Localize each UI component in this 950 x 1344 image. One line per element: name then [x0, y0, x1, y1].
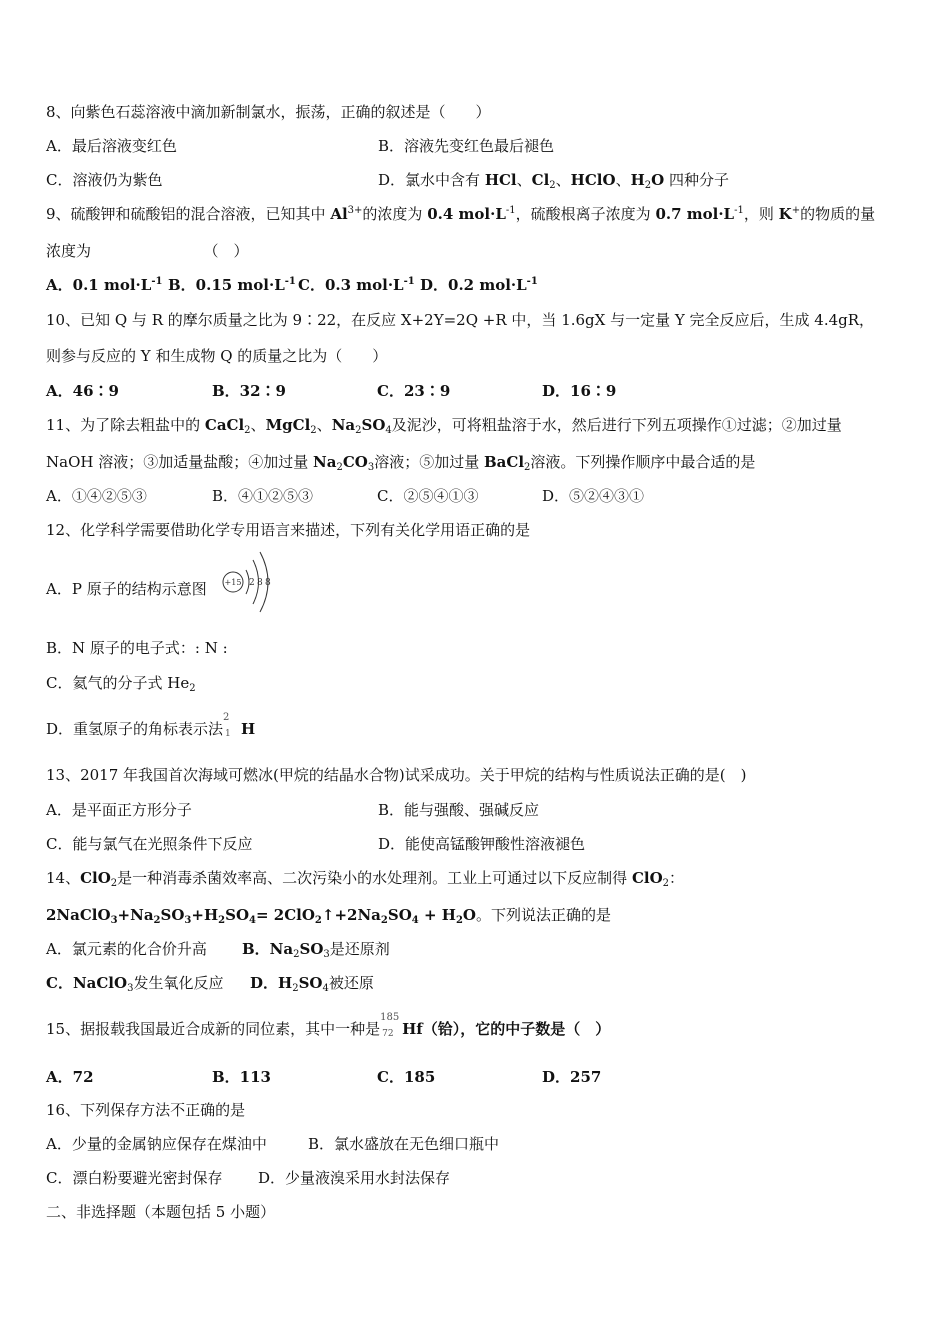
q10-stem-line2: 则参与反应的 Y 和生成物 Q 的质量之比为（ ）: [46, 347, 388, 365]
q12-option-c: C．氦气的分子式 $He_2$: [46, 674, 196, 694]
q11-option-d: D．⑤②④③①: [542, 487, 645, 505]
shell-electrons-2: 8: [257, 578, 263, 588]
q13-option-d: D．能使高锰酸钾酸性溶液褪色: [378, 835, 586, 853]
q10-stem: 10、已知 Q 与 R 的摩尔质量之比为 9∶22，在反应 X+2Y=2Q +R 中，当 1.6gX 与一定量 Y 完全反应后，生成 4.4gR，: [46, 311, 875, 329]
q16-option-b: B．氯水盛放在无色细口瓶中: [308, 1135, 500, 1153]
q10-option-b: B．32∶9: [212, 382, 286, 400]
deuterium-isotope-notation: 2 1: [223, 712, 231, 739]
q16-stem: 16、下列保存方法不正确的是: [46, 1101, 246, 1119]
q13-option-c: C．能与氯气在光照条件下反应: [46, 835, 253, 853]
q13-option-a: A．是平面正方形分子: [46, 801, 192, 819]
q15-stem: 15、据报载我国最近合成新的同位素，其中一种是 185 72 Hf（铪），它的中子数是（ ）: [46, 1012, 611, 1039]
q9-option-b: B．0.15 $mol\cdot L^{-1}$: [168, 276, 296, 294]
q14-option-d: D．$H_2SO_4$被还原: [250, 974, 374, 994]
q9-stem: 9、硫酸钾和硫酸铝的混合溶液，已知其中 $Al^{3+}$的浓度为 0.4 $mol\cdot L^{-1}$，硫酸根离子浓度为 0.7 $mol\cdot L^{-1}$，则 K+的物质的量: [46, 205, 876, 223]
shell-electrons-3: 8: [265, 578, 271, 588]
q14-stem: 14、ClO$_2$是一种消毒杀菌效率高、二次污染小的水处理剂。工业上可通过以下反应制得 ClO$_2$：: [46, 869, 685, 889]
q8-option-b: B．溶液先变红色最后褪色: [378, 137, 555, 155]
q12-option-d: D．重氢原子的角标表示法 2 1 H: [46, 712, 256, 739]
q9-stem-line2: 浓度为 （ ）: [46, 242, 249, 260]
q9-option-c: C．0.3 $mol\cdot L^{-1}$: [298, 276, 415, 294]
q15-option-b: B．113: [212, 1068, 271, 1086]
p-atom-structure-diagram: [220, 548, 280, 614]
q10-option-c: C．23∶9: [377, 382, 451, 400]
q11-stem: 11、为了除去粗盐中的 CaCl$_2$、MgCl$_2$、$Na_2SO_4$及泥沙，可将粗盐溶于水，然后进行下列五项操作①过滤；②加过量: [46, 416, 842, 436]
q16-option-a: A．少量的金属钠应保存在煤油中: [46, 1135, 267, 1153]
q12-stem: 12、化学科学需要借助化学专用语言来描述，下列有关化学用语正确的是: [46, 521, 531, 539]
q11-option-c: C．②⑤④①③: [377, 487, 479, 505]
q8-option-c: C．溶液仍为紫色: [46, 171, 163, 189]
q12-option-b: B．N 原子的电子式：: N :: [46, 639, 228, 657]
q12-option-a: A．P 原子的结构示意图: [46, 580, 207, 598]
q9-option-d: D．0.2 $mol\cdot L^{-1}$: [420, 276, 538, 294]
q13-option-b: B．能与强酸、强碱反应: [378, 801, 540, 819]
shell-electrons-1: 2: [249, 578, 255, 588]
nucleus-charge-label: +15: [224, 578, 242, 587]
q15-option-d: D．257: [542, 1068, 602, 1086]
q11-option-a: A．①④②⑤③: [46, 487, 147, 505]
q8-option-a: A．最后溶液变红色: [46, 137, 177, 155]
q14-option-c: C．NaClO$_3$发生氧化反应: [46, 974, 224, 994]
q9-option-a: A．0.1 $mol\cdot L^{-1}$: [46, 276, 163, 294]
q11-option-b: B．④①②⑤③: [212, 487, 314, 505]
q14-option-b: B．$Na_2SO_3$是还原剂: [242, 940, 390, 960]
section-2-heading: 二、非选择题（本题包括 5 小题）: [46, 1203, 276, 1221]
q16-option-c: C．漂白粉要避光密封保存: [46, 1169, 223, 1187]
q13-stem: 13、2017 年我国首次海域可燃冰(甲烷的结晶水合物)试采成功。关于甲烷的结构与性质说法正确的是( ): [46, 766, 747, 784]
q8-stem: 8、向紫色石蕊溶液中滴加新制氯水，振荡，正确的叙述是（ ）: [46, 103, 491, 121]
q15-option-c: C．185: [377, 1068, 436, 1086]
q14-option-a: A．氯元素的化合价升高: [46, 940, 207, 958]
q10-option-a: A．46∶9: [46, 382, 119, 400]
q8-option-d: D．氯水中含有 HCl、$Cl_2$、HClO、$H_2O$ 四种分子: [378, 171, 730, 191]
q15-option-a: A．72: [46, 1068, 94, 1086]
q10-option-d: D．16∶9: [542, 382, 617, 400]
q14-equation: $2NaClO_3+Na_2SO_3+H_2SO_4=$ $2ClO_2↑+2Na_2SO_4 + H_2O$。下列说法正确的是: [46, 906, 611, 926]
q16-option-d: D．少量液溴采用水封法保存: [258, 1169, 451, 1187]
q11-stem-line2: NaOH 溶液；③加适量盐酸；④加过量 $Na_2CO_3$溶液；⑤加过量 BaCl$_2$溶液。下列操作顺序中最合适的是: [46, 453, 756, 473]
hafnium-isotope-notation: 185 72: [380, 1012, 400, 1039]
